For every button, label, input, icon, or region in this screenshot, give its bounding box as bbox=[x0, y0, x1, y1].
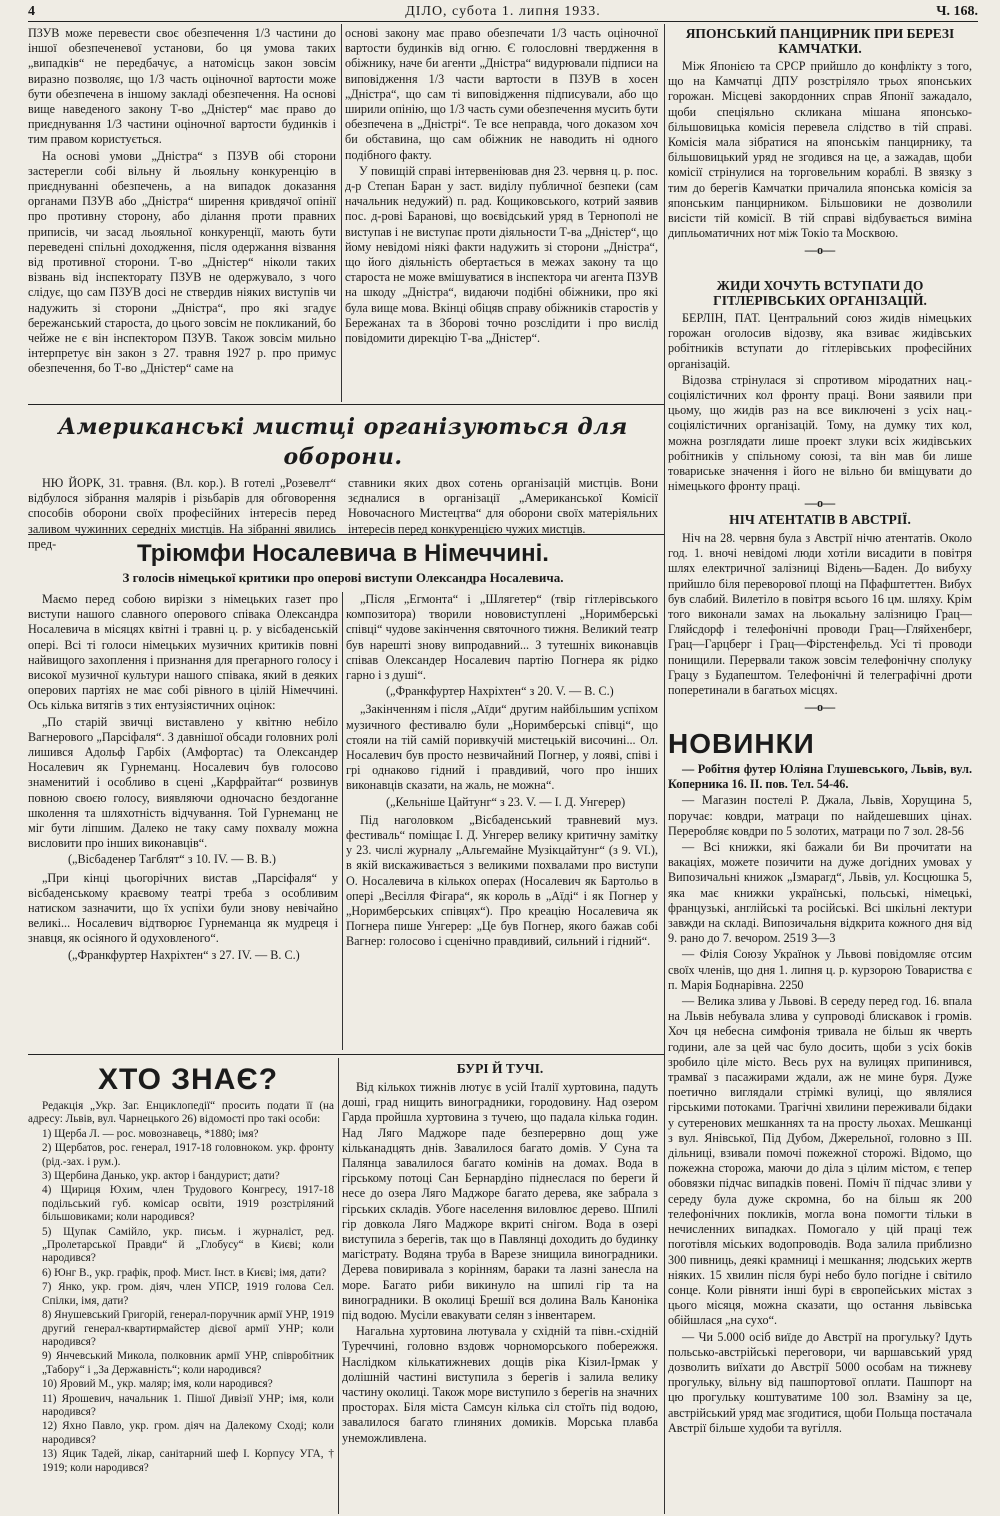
nosalevych-quote: „При кінці цьогорічних вистав „Парсіфаля“ у вісбаденському краєвому театрі треба з особливим натиском зазначити, що їх успіхи були знову невічайно великі... Носалевич відтворює Гурнеманца як мудреця і знавця, як осіяного й одуховленого“. bbox=[28, 870, 338, 946]
news-item: — Чи 5.000 осіб виїде до Австрії на прогульку? Ідуть польсько-австрійські переговори, чи варшавський уряд дозволить виїхати до Австрії 5000 особам на тижневу прогульку, вільну від пашпортової оплати. Пашпорт на цю прогульку коштуватиме 100 зол. Взаміну за це, австрійський уряд має згодитися, щоби Польща постачала Австрії більше худоби та вугілля. bbox=[668, 1329, 972, 1435]
news-item: — Робітня футер Юліяна Глушевського, Львів, вул. Коперника 16. II. пов. Тел. 54-46. bbox=[668, 762, 972, 792]
atentaty-headline: НІЧ АТЕНТАТІВ В АВСТРІЇ. bbox=[729, 512, 911, 527]
separator: —o— bbox=[804, 496, 836, 511]
pzuv-paragraph: На основі умови „Дністра“ з ПЗУВ обі сторони застерегли собі вільну й льояльну конкуренцію в приєднуванні обезпечень, а на випадок доказання органами ПЗУВ або „Дністра“ ширення кривдячої опінії про противну сторону, або ділання проти правних приписів, чи засад льояльної конкуренції, мають бути переведені спільні доходження, після одержання візвання від противної сторони. Т-во „Дністер“ ніколи таких візвань від інспекторату ПЗУВ не одержувало, з чого слідує, що сам ПЗУВ досі не ствердив ніяких виступів чи надужить зі сторони „Дністра“, про які згадує бережанський староста, до цього зовсім не покликаний, бо чейже не є він інспектором ПЗУВ. Також зовсім мильно інтерпретує він закон з 27. травня 1927 р. про примус обезпечення, бо Т-во „Дністер“ саме на bbox=[28, 148, 336, 376]
column-rule bbox=[664, 24, 665, 1514]
news-item: — Магазин постелі Р. Джала, Львів, Хорущина 5, поручає: ковдри, матраци по найдешевших цінах. Переробляє ковдри по 5 золотих, матраци по 7 зол. 28-56 bbox=[668, 793, 972, 838]
masthead bbox=[28, 0, 978, 22]
pzuv-paragraph: основі закону має право обезпечати 1/3 часть оціночної вартости будинків від огню. Є голословні твердження в обіжнику, наче би агенти „Дністра“ видурювали підписи на виповідження 1/3 части вартости в ПЗУВ в хосен „Дністра“, що сам ті виповідження підписували, або що ширили опінію, що 1/3 часть суми обезпечення мусить бути обезпечена в „Дністрі“. Те все неправда, чого доказом хоч би обставина, що сам обіжник не наводить ні одного подібного факту. bbox=[345, 26, 658, 162]
pzuv-article-col2 bbox=[345, 26, 658, 398]
nosalevych-quote: „Після „Егмонта“ і „Шлягетер“ (твір гітлерівського композитора) творили нововиступлені „Норимберські співці“ чудове закінчення святочного тижня. Великий театр був нарешті знову випродавний... З тутешніх виконавців співав Олександер Носалевич партію Погнера як рідко гарно і з душі“. bbox=[346, 592, 658, 683]
section-rule bbox=[28, 404, 664, 405]
khto-item: 1) Щерба Л. — рос. мовознавець, *1880; імя? bbox=[42, 1127, 259, 1140]
atentaty-text: Ніч на 28. червня була з Австрії нічю атентатів. Около год. 1. вночі невідомі люди хотіли висадити в повітря шлях електричної залізниці Відень—Баден. До вибуху прийшло біля переворової площі на Пфафштеттен. Вибух був слабий. Вилетіло в повітря всього 16 цм. шляху. Крім того виконали замах на льокальну залізницю Грац—Гляйсдорф і телефонічні проводи Грац—Гляйхенберг, Грац—Гарцберг і Грац—Фірстенфельд. Усі ті проводи понищили. Перервали також зовсім телефонічну сполуку Грацу з Будапештом. Телефонічні й телеграфічні дроти поперетинали в багатьох місцях. bbox=[668, 531, 972, 698]
khto-znaye-list bbox=[28, 1100, 334, 1475]
nosalevych-citation: („Вісбаденер Тагблят“ з 10. IV. — В. В.) bbox=[68, 852, 276, 867]
issue-number: Ч. 168. bbox=[936, 4, 978, 19]
separator: —o— bbox=[804, 243, 836, 258]
masthead-title: ДІЛО, субота 1. липня 1933. bbox=[405, 4, 601, 19]
news-item: — Філія Союзу Українок у Львові повідомляє отсим своїх членів, що дня 1. липня ц. р. курзорою Товариства є п. Марія Боднарівна. 2250 bbox=[668, 947, 972, 992]
khto-item: 13) Яцик Тадей, лікар, санітарний шеф І. Корпусу УГА, † 1919; коли народився? bbox=[42, 1448, 334, 1474]
khto-item: 10) Яровий М., укр. маляр; імя, коли народився? bbox=[42, 1378, 273, 1391]
buri-paragraph: Нагальна хуртовина лютувала у східній та півн.-східній Туреччині, головно вздовж чорноморського побережжя. Наслідком кількатижневих дощів ріка Кізил-Ірмак у долішній частині виступила з берегів і залила велику частину околиці. Також море виступило з берегів на значних просторах. Біля міста Самсун кілька сіл стоїть під водою, завалилося багато глиняних домиків. Морська плавба унеможливлена. bbox=[342, 1324, 658, 1445]
buri-article bbox=[342, 1060, 658, 1514]
jews-headline: ЖИДИ ХОЧУТЬ ВСТУПАТИ ДО ГІТЛЕРІВСЬКИХ ОРГАНІЗАЦІЙ. bbox=[713, 278, 927, 308]
buri-paragraph: Від кількох тижнів лютує в усій Італії хуртовина, падуть доші, град нищить виноградники, городовину. Над озером Гарда пройшла хуртовина з тучею, що падала кілька годин. Над Ляго Маджоре паде безперервно дощ уже кільканадцять днів. Завалилося багато домів. У Суна та Палянца завалилося багато комінів на домах. Вода в гірському потоці Сан Бернардіно піднеслася по береги й несе до озера Ляго Маджоре багато дерева, яке забрала з гірських складів. Убоге населення виловлює дерево. Шпилі гір довкола Ляго Маджоре вкриті снігом. Вода в озері виступила з берегів, так що в Павлянці доходить до будинку магістрату. Водяна труба в Варезе знищила виноградники. Дерева повиривала з корінням, бараки та лазні занесла на море. Багато риби викинуло на шпилі гір та на виноградники. В околиці Брешії вся долина Валь Каноніка під водою. Мусіли евакувати селян з інвентарем. bbox=[342, 1080, 658, 1323]
news-item: — Велика злива у Львові. В середу перед год. 16. впала на Львів небувала злива у супроводі блискавок і громів. Хоч ця небесна симфонія тривала не більш як чверть години, але за цей час було досить, щоби з усіх боків зробило ціле місто. Весь рух на вулицях припинився, трамваї з пасажирами ждали, аж не мине буря. Дуже поетично виглядали стрімкі вулиці, що являлися гірськими потоками. Трагічні хвилини переживали бідаки у сутеренових мешканнях та на просту льохах. Мешканці з вул. Янівської, Під Дубом, Джерельної, головно з III. дільниці, взивали помочі пожежної сторожі. Відомо, що пожежна сторожа, маючи до діла з цілим містом, є тепер обовязки підчас випадків повені. Поміч її підчас зливи у середу була дуже скромна, бо на більш як 200 телефонічних покликів, могла вона помогти тільки в нечисленних випадках. Помогало у цій праці теж поготівля міських водопроводів. Вода залила приблизно 300 пивниць, деякі крамниці і мешкання; людських жертв ніяких. 15 хвилин після бурі небо було погідне і світило сонце. Коли рівняти інші бурі в європейських містах з цього місяця, можна сказати, що остання львівська обійшлася „на сухо“. bbox=[668, 994, 972, 1328]
nosalevych-paragraph: Під наголовком „Вісбаденський травневий муз. фестиваль“ поміщає І. Д. Унгерер велику критичну замітку у 23. числі журналу „Альгемайне Музікцайтунг“ (з 9. VI.), в якій вискаживається з великими похвалами про виступи О. Носалевича в кількох операх (Носалевич як Бартольо в опері „Весілля Фігара“, як король в „Аїді“ і як Погнер у „Норимберських співцях“). Про креацію Носалевича як Погнера пише Унгерер: „Це був Погнер, якого бажав собі Вагнер: голосово і сценічно правдивий, сильний і гідний“. bbox=[346, 812, 658, 949]
japan-article bbox=[668, 26, 972, 274]
nosalevych-col2 bbox=[346, 592, 658, 1050]
section-rule bbox=[28, 534, 664, 535]
nosalevych-quote: „По старій звичці виставлено у квітню небіло Вагнерового „Парсіфаля“. З давнішої обсади головних ролі лишився Адольф Гарбіх (Амфортас) та Олександер Носалевич як Гурнеманц. Носалевич був голосово знаменитий і особливо в сцені „Карфрайтаг“ розвинув повною своєю голосу, виявляючи одночасно бездоганне школення та шляхотність відчування. Той Гурнеманц не міг бути ліпшим. Далеко не таку саму похвалу можна висловити про інших виконавців“. bbox=[28, 714, 338, 851]
khto-znaye-headline: ХТО ЗНАЄ? bbox=[98, 1063, 279, 1096]
khto-item: 2) Щербатов, рос. генерал, 1917-18 головноком. укр. фронту (рід.-зах. і рум.). bbox=[42, 1142, 334, 1168]
column-rule bbox=[338, 1058, 339, 1514]
pzuv-paragraph: У повищій справі інтервеніював дня 23. червня ц. р. пос. д-р Степан Баран у заст. виділу публичної безпеки (сам начальник недужий) п. рад. Кощиковського, котрий заявив пос. д-рові Барановi, що воєвідський уряд в Тернополі не виступав і не виступає проти діяльности Т-ва „Дністер“, що йому невідомі ніякі факти надужить зі сторони „Дністра“, що його діяльність обертається в межах закону та що староста не може вмішуватися в інспектора чи агента ПЗУВ на шкоду „Дністра“, видаючи подібні обіжники, про які була вище мова. Вкінці обіцяв справу обіжників старостів у Бережанах та в Зборові точно розслідити і про вислід повідомити дирекцію Т-ва „Дністер“. bbox=[345, 163, 658, 346]
nosalevych-quote: „Закінченням і після „Аїди“ другим найбільшим успіхом музичного фестивалю були „Норимберські співці“, що стояли на тій самій поривкучій мистецькій височині... Ол. Носалевич був просто незвичайний Погнер, у лояві, співі і грі однаково гідний і правдивий, чого про інших виконавців сказати, на жаль, не можна“. bbox=[346, 702, 658, 793]
jews-paragraph: БЕРЛІН, ПАТ. Центральний союз жидів німецьких горожан оголосив відозву, яка взиває жидівських робітників вступати до гітлерівських професійних організацій. bbox=[668, 311, 972, 371]
artists-headline: Американські мистці організуються для оборони. bbox=[58, 414, 628, 470]
nosalevych-subheadline: З голосів німецької критики про оперові виступи Олександра Носалевича. bbox=[122, 570, 564, 585]
nosalevych-paragraph: Маємо перед собою вирізки з німецьких газет про виступи нашого славного оперового співака Олександра Носалевича в місяцях квітні і травні ц. р. у вісбаденській опері. Всі ті голоси німецьких музичних критиків повні найвищого захоплення і признання для прегарного голосу і високої музичної культури нашого співака, який в деяких оперових партіях не має собі рівного в цілій Німеччині. Ось кілька витягів з тих ентузіястичних оцінок: bbox=[28, 592, 338, 713]
nosalevych-citation: („Франкфуртер Нахріхтен“ з 20. V. — В. С.) bbox=[386, 684, 614, 699]
nosalevych-header bbox=[28, 538, 658, 590]
buri-headline: БУРІ Й ТУЧІ. bbox=[456, 1061, 544, 1076]
news-item: — Всі книжки, які бажали би Ви прочитати на вакаціях, можете позичити на дуже догідних умовах у Випозичальні книжок „Ізмарагд“, Львів, ул. Косцюшка 5, яка має книжки українські, польські, німецькі, французькі, англійські та російські. Всі шкільні лектури завжди на складі. Випозичальня відкрита кожного дня від 9. рано до 7. вечором. 2519 3—3 bbox=[668, 840, 972, 946]
pzuv-article-col1 bbox=[28, 26, 336, 398]
khto-item: 12) Яхно Павло, укр. гром. діяч на Далекому Сході; коли народився? bbox=[42, 1420, 334, 1446]
nosalevych-citation: („Франкфуртер Нахріхтен“ з 27. IV. — В. С.) bbox=[68, 947, 300, 962]
nosalevych-citation: („Кельніше Цайтунг“ з 23. V. — І. Д. Унгерер) bbox=[386, 794, 626, 809]
japan-headline: ЯПОНСЬКИЙ ПАНЦИРНИК ПРИ БЕРЕЗІ КАМЧАТКИ. bbox=[685, 26, 955, 56]
nosalevych-col1 bbox=[28, 592, 338, 1050]
page-number: 4 bbox=[28, 4, 35, 19]
novynky-section bbox=[668, 726, 972, 1514]
khto-znaye-section bbox=[28, 1060, 334, 1514]
atentaty-article bbox=[668, 512, 972, 722]
artists-text: ставники яких двох сотень організацій мистців. Вони зєдналися в організації „Американської Комісії Новочасного Мистецтва“ для оборони своїх матеріяльних інтересів перед конкуренцією чужих мистців. bbox=[348, 476, 658, 536]
pzuv-paragraph: ПЗУВ може перевести своє обезпечення 1/3 частини до іншої обезпеченевої установи, бо ця умова таких „випадків“ не передбачує, а натомісць закон зовсім виразно позволяє, що 1/3 часть оціночної вартости може бути обезпечена в іншому закладі обезпечення. На основі вище наведеного закону Т-во „Дністер“ має право до приєднування 1/3 частини оціночної вартости будинків і тим правом користується. bbox=[28, 26, 336, 147]
nosalevych-headline: Тріюмфи Носалевича в Німеччині. bbox=[137, 540, 549, 567]
khto-item: 7) Янко, укр. гром. діяч, член УПСР, 1919 голова Сел. Спілки, імя, дати? bbox=[42, 1281, 334, 1307]
khto-item: 3) Щербина Данько, укр. актор і бандурист; дати? bbox=[42, 1170, 280, 1183]
artists-text: НЮ ЙОРК, 31. травня. (Вл. кор.). В готелі „Розевелт“ відбулося зібрання малярів і різьбарів для обговорення способів оборони своїх професійних інтересів перед заливом чужинних середніх мистців. На зібранні явились пред- bbox=[28, 476, 336, 551]
jews-paragraph: Відозва стрінулася зі спротивом міродатних нац.-соціялістичних кол фронту праці. Вони заявили при цьому, що жидів раз на все виключені з усіх нац.-соціялістичних організацій. Тому, на думку тих кол, можна розглядати лише проект злуки всіх жидівських робітників у спільному союзі, та він мав би лише товариське значення і його не вільно би вміщувати до німецького фронту праці. bbox=[668, 372, 972, 494]
column-rule bbox=[341, 24, 342, 402]
khto-item: 4) Щириця Юхим, член Трудового Конгресу, 1917-18 подільський губ. комісар освіти, 1919 розстріляний більшовиками; коли народився? bbox=[42, 1184, 334, 1224]
column-rule bbox=[342, 592, 343, 1050]
section-rule bbox=[28, 1054, 664, 1055]
khto-intro: Редакція „Укр. Заг. Енциклопедії“ просить подати її (на адресу: Львів, вул. Чарнецького 26) відомості про такі особи: bbox=[28, 1100, 334, 1126]
jews-article bbox=[668, 278, 972, 511]
khto-item: 5) Щупак Самійло, укр. письм. і журналіст, ред. „Пролетарської Правди“ й „Глобусу“ в Києві; коли народився? bbox=[42, 1225, 334, 1265]
japan-text: Між Японією та СРСР прийшло до конфлікту з того, що на Камчатці ДПУ розстріляло трьох японських горожан. Місцеві закордонних справ Японії зажадало, щоби спеціяльно скликана мішана японсько-більшовицька комісія перевела слідство в тій справі. Комісія мала зібратися на японськім панцирнику, та більшовицький уряд не згодився на це, а зажадав, щоби комісії стрінулися на торговельним кораблі. В звязку з тим до берегів Камчатки причалила японська комісія за японським панцирником. Більшовики не дозволили висісти тій комісії. В тій справі відбувається виміна дипльоматичних нот між Токіо та Москвою. bbox=[668, 59, 972, 241]
khto-item: 9) Янчевський Микола, полковник армії УНР, співробітник „Табору“ і „За Державність“; коли народився? bbox=[42, 1350, 334, 1376]
artists-article bbox=[28, 412, 658, 551]
khto-item: 11) Ярошевич, начальник 1. Пішої Дивізії УНР; імя, коли народився? bbox=[42, 1392, 334, 1418]
khto-item: 8) Янушевський Григорій, генерал-поручник армії УНР, 1919 другий генерал-квартирмайстер дієвої армії УНР; коли народився? bbox=[42, 1309, 334, 1348]
novynky-headline: НОВИНКИ bbox=[668, 728, 815, 759]
khto-item: 6) Юнг В., укр. графік, проф. Мист. Інст. в Києві; імя, дати? bbox=[42, 1266, 327, 1279]
separator: —o— bbox=[804, 700, 836, 715]
